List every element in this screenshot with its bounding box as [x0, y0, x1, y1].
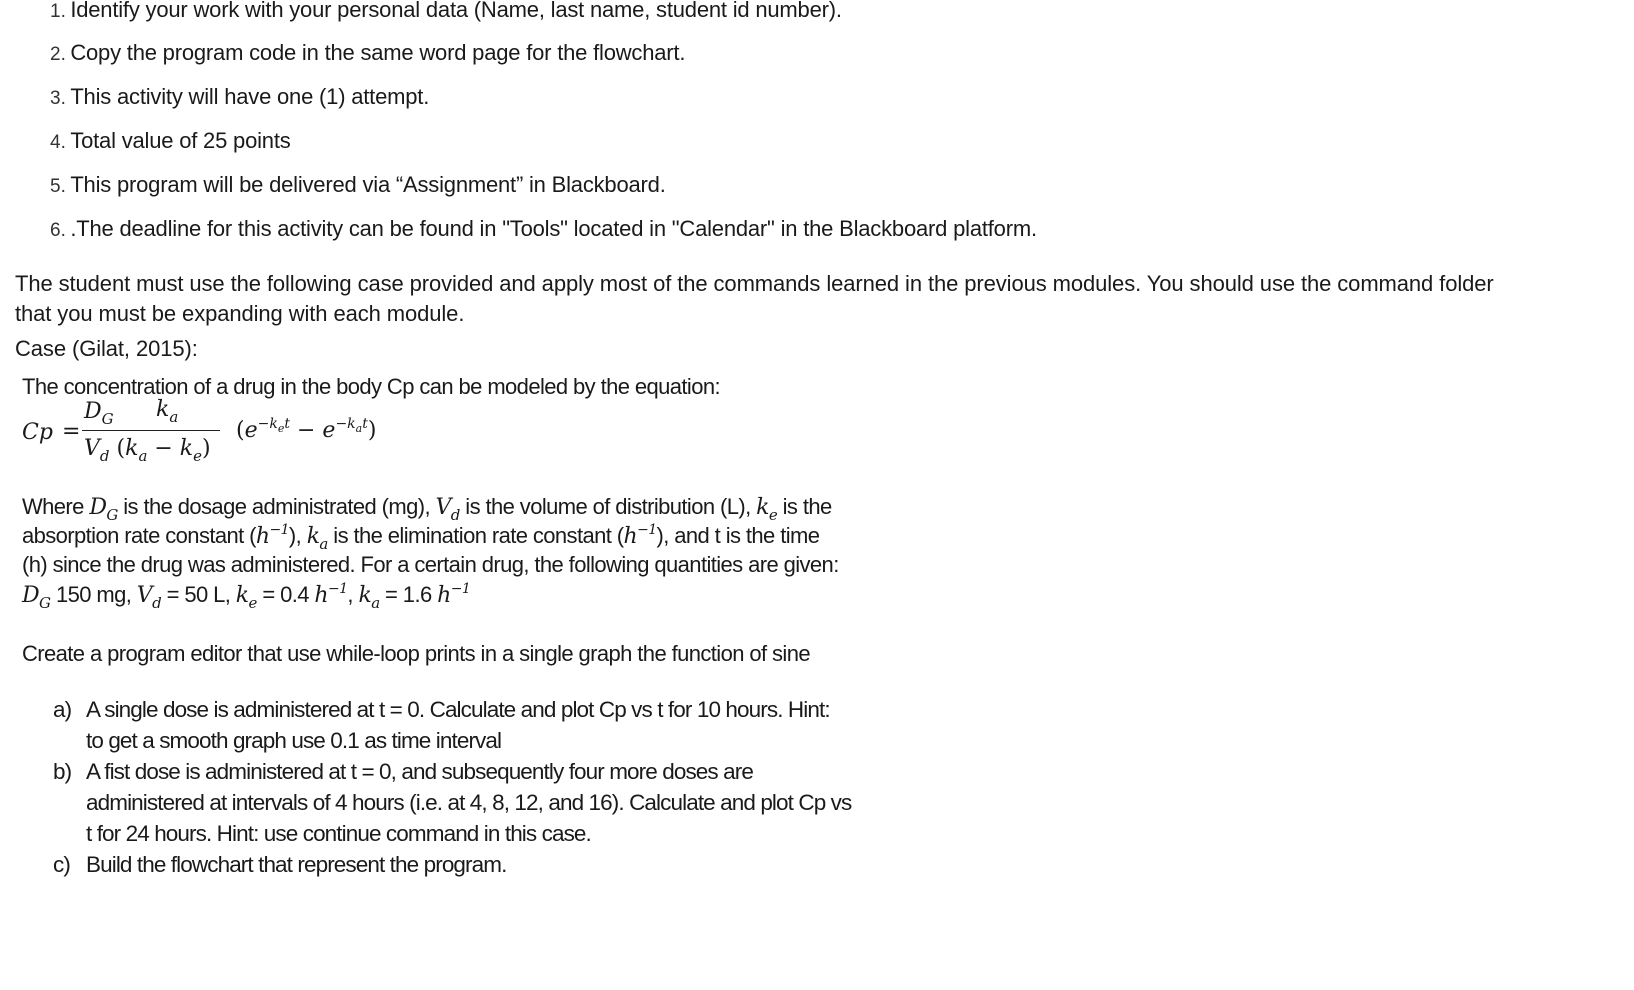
part-a-line-2: to get a smooth graph use 0.1 as time interval [86, 728, 502, 753]
variables-line-3: (h) since the drug was administered. For a certain drug, the following quantities are given: [22, 552, 839, 577]
case-label: Case (Gilat, 2015): [15, 336, 198, 361]
equation-exponential-term: $(e^{-k_et} - e^{-k_at})$ [236, 416, 377, 443]
part-b-line-2: administered at intervals of 4 hours (i.e. at 4, 8, 12, and 16). Calculate and plot Cp vs [86, 790, 852, 815]
fraction-bar [82, 430, 220, 431]
given-values-line: $D_G$ 150 mg, $V_d = 50$ L, $k_e = 0.4$ $h^{-1}$, $k_a = 1.6$ $h^{-1}$ [22, 581, 471, 612]
equation-lhs: Cp [22, 420, 53, 445]
part-b: b) A fist dose is administered at t = 0, and subsequently four more doses are [53, 759, 753, 784]
equation-numerator-ka: $k_a$ [156, 397, 179, 426]
equation-intro: The concentration of a drug in the body Cp can be modeled by the equation: [22, 374, 720, 399]
instruction-item: 5. This program will be delivered via “Assignment” in Blackboard. [50, 172, 666, 197]
instruction-item: 4. Total value of 25 points [50, 128, 291, 153]
task-statement: Create a program editor that use while-loop prints in a single graph the function of sine [22, 641, 810, 666]
instruction-item: 3. This activity will have one (1) attempt. [50, 84, 430, 109]
part-b-line-3: t for 24 hours. Hint: use continue command in this case. [86, 821, 591, 846]
intro-line-2: that you must be expanding with each module. [15, 301, 465, 326]
instruction-item: 2. Copy the program code in the same word page for the flowchart. [50, 40, 686, 65]
instruction-item: 6. .The deadline for this activity can be found in "Tools" located in "Calendar" in the Blackboard platform. [50, 216, 1037, 241]
part-c: c) Build the flowchart that represent the program. [53, 852, 507, 877]
equation-equals: = [62, 419, 81, 444]
intro-line-1: The student must use the following case provided and apply most of the commands learned in the previous modules. You should use the command folder [15, 271, 1494, 296]
variables-line-1: Where $D_G$ is the dosage administrated (mg), $V_d$ is the volume of distribution (L), $k_e$ is the [22, 494, 832, 524]
equation-numerator-dose: $D_G$ [84, 399, 114, 428]
equation-denominator: $V_d$ $(k_a - k_e)$ [84, 436, 211, 465]
variables-line-2: absorption rate constant $(h^{-1})$, $k_a$ is the elimination rate constant $(h^{-1})$, and t is the time [22, 522, 820, 553]
part-a: a) A single dose is administered at t = 0. Calculate and plot Cp vs t for 10 hours. Hint: [53, 697, 830, 722]
instruction-item: 1. Identify your work with your personal data (Name, last name, student id number). [50, 0, 842, 22]
